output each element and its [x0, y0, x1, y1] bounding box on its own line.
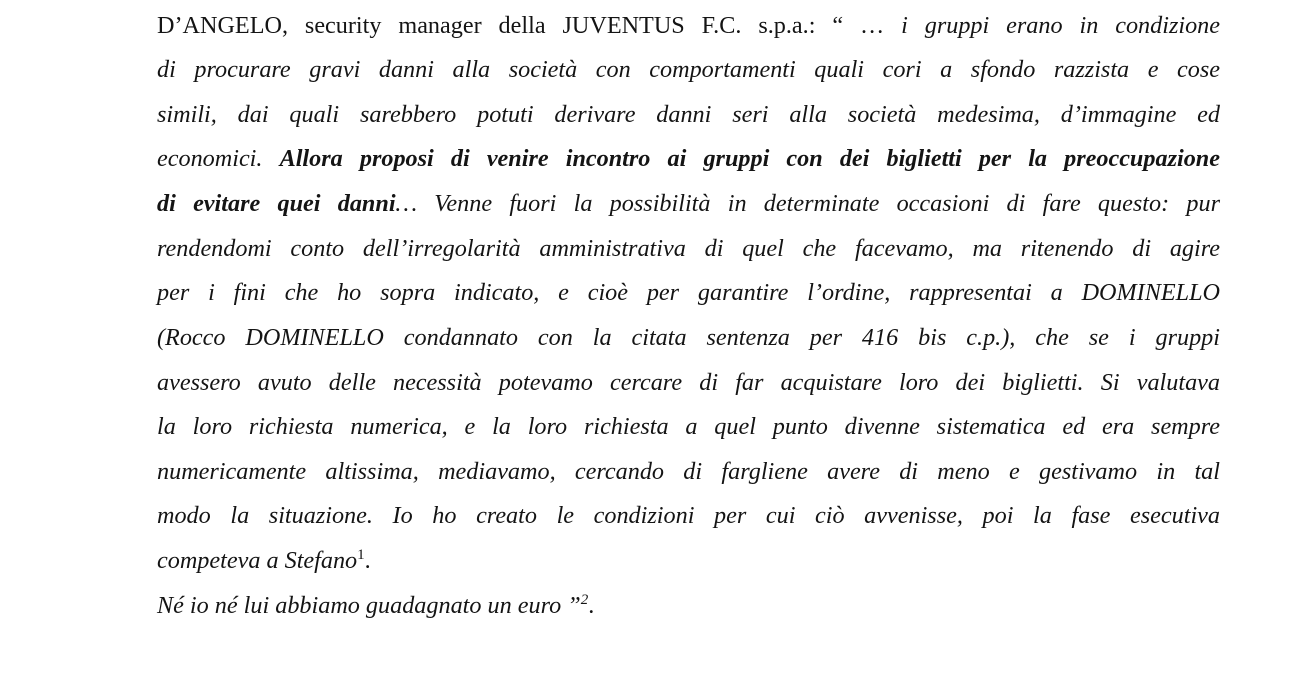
text-line-12: modo la situazione. Io ho creato le condizioni per cui ciò avvenisse, poi la fase esecutiva: [157, 502, 1220, 529]
text-line-1: [157, 11, 1220, 41]
punctuation: .: [364, 547, 371, 574]
bold-emphasis: Allora proposi di venire incontro ai gruppi con dei biglietti per la preoccupazione: [279, 145, 1220, 172]
text-line-5: [157, 189, 1220, 219]
quote-text: Né io né lui abbiamo guadagnato un euro ”: [157, 592, 581, 619]
text-line-9: avessero avuto delle necessità potevamo cercare di far acquistare loro dei biglietti. Si valutava: [157, 369, 1220, 396]
quote-text: competeva a Stefano: [157, 547, 358, 574]
quote-text: i gruppi erano in condizione: [901, 12, 1221, 39]
text-line-7: per i fini che ho sopra indicato, e cioè per garantire l’ordine, rappresentai a DOMINELLO: [157, 279, 1220, 306]
punctuation: .: [588, 592, 595, 619]
text-line-10: la loro richiesta numerica, e la loro richiesta a quel punto divenne sistematica ed era sempre: [157, 413, 1220, 440]
text-line-14: [157, 591, 1220, 621]
text-line-8: (Rocco DOMINELLO condannato con la citata sentenza per 416 bis c.p.), che se i gruppi: [157, 324, 1220, 351]
text-line-11: numericamente altissima, mediavamo, cercando di fargliene avere di meno e gestivamo in tal: [157, 458, 1220, 485]
text-line-2: di procurare gravi danni alla società con comportamenti quali cori a sfondo razzista e cose: [157, 56, 1220, 83]
quote-text: economici.: [157, 145, 280, 172]
text-line-3: simili, dai quali sarebbero potuti derivare danni seri alla società medesima, d’immagine ed: [157, 101, 1220, 128]
quote-text: … Venne fuori la possibilità in determinate occasioni di fare questo: pur: [395, 190, 1220, 217]
text-line-4: [157, 144, 1220, 174]
speaker-intro: D’ANGELO, security manager della JUVENTUS F.C. s.p.a.: “ …: [157, 12, 902, 39]
bold-emphasis: di evitare quei danni: [157, 190, 396, 217]
footnote-marker: 1: [357, 547, 365, 563]
text-line-13: [157, 546, 1220, 576]
text-line-6: rendendomi conto dell’irregolarità amministrativa di quel che facevamo, ma ritenendo di agire: [157, 235, 1220, 262]
footnote-marker: 2: [580, 592, 589, 608]
